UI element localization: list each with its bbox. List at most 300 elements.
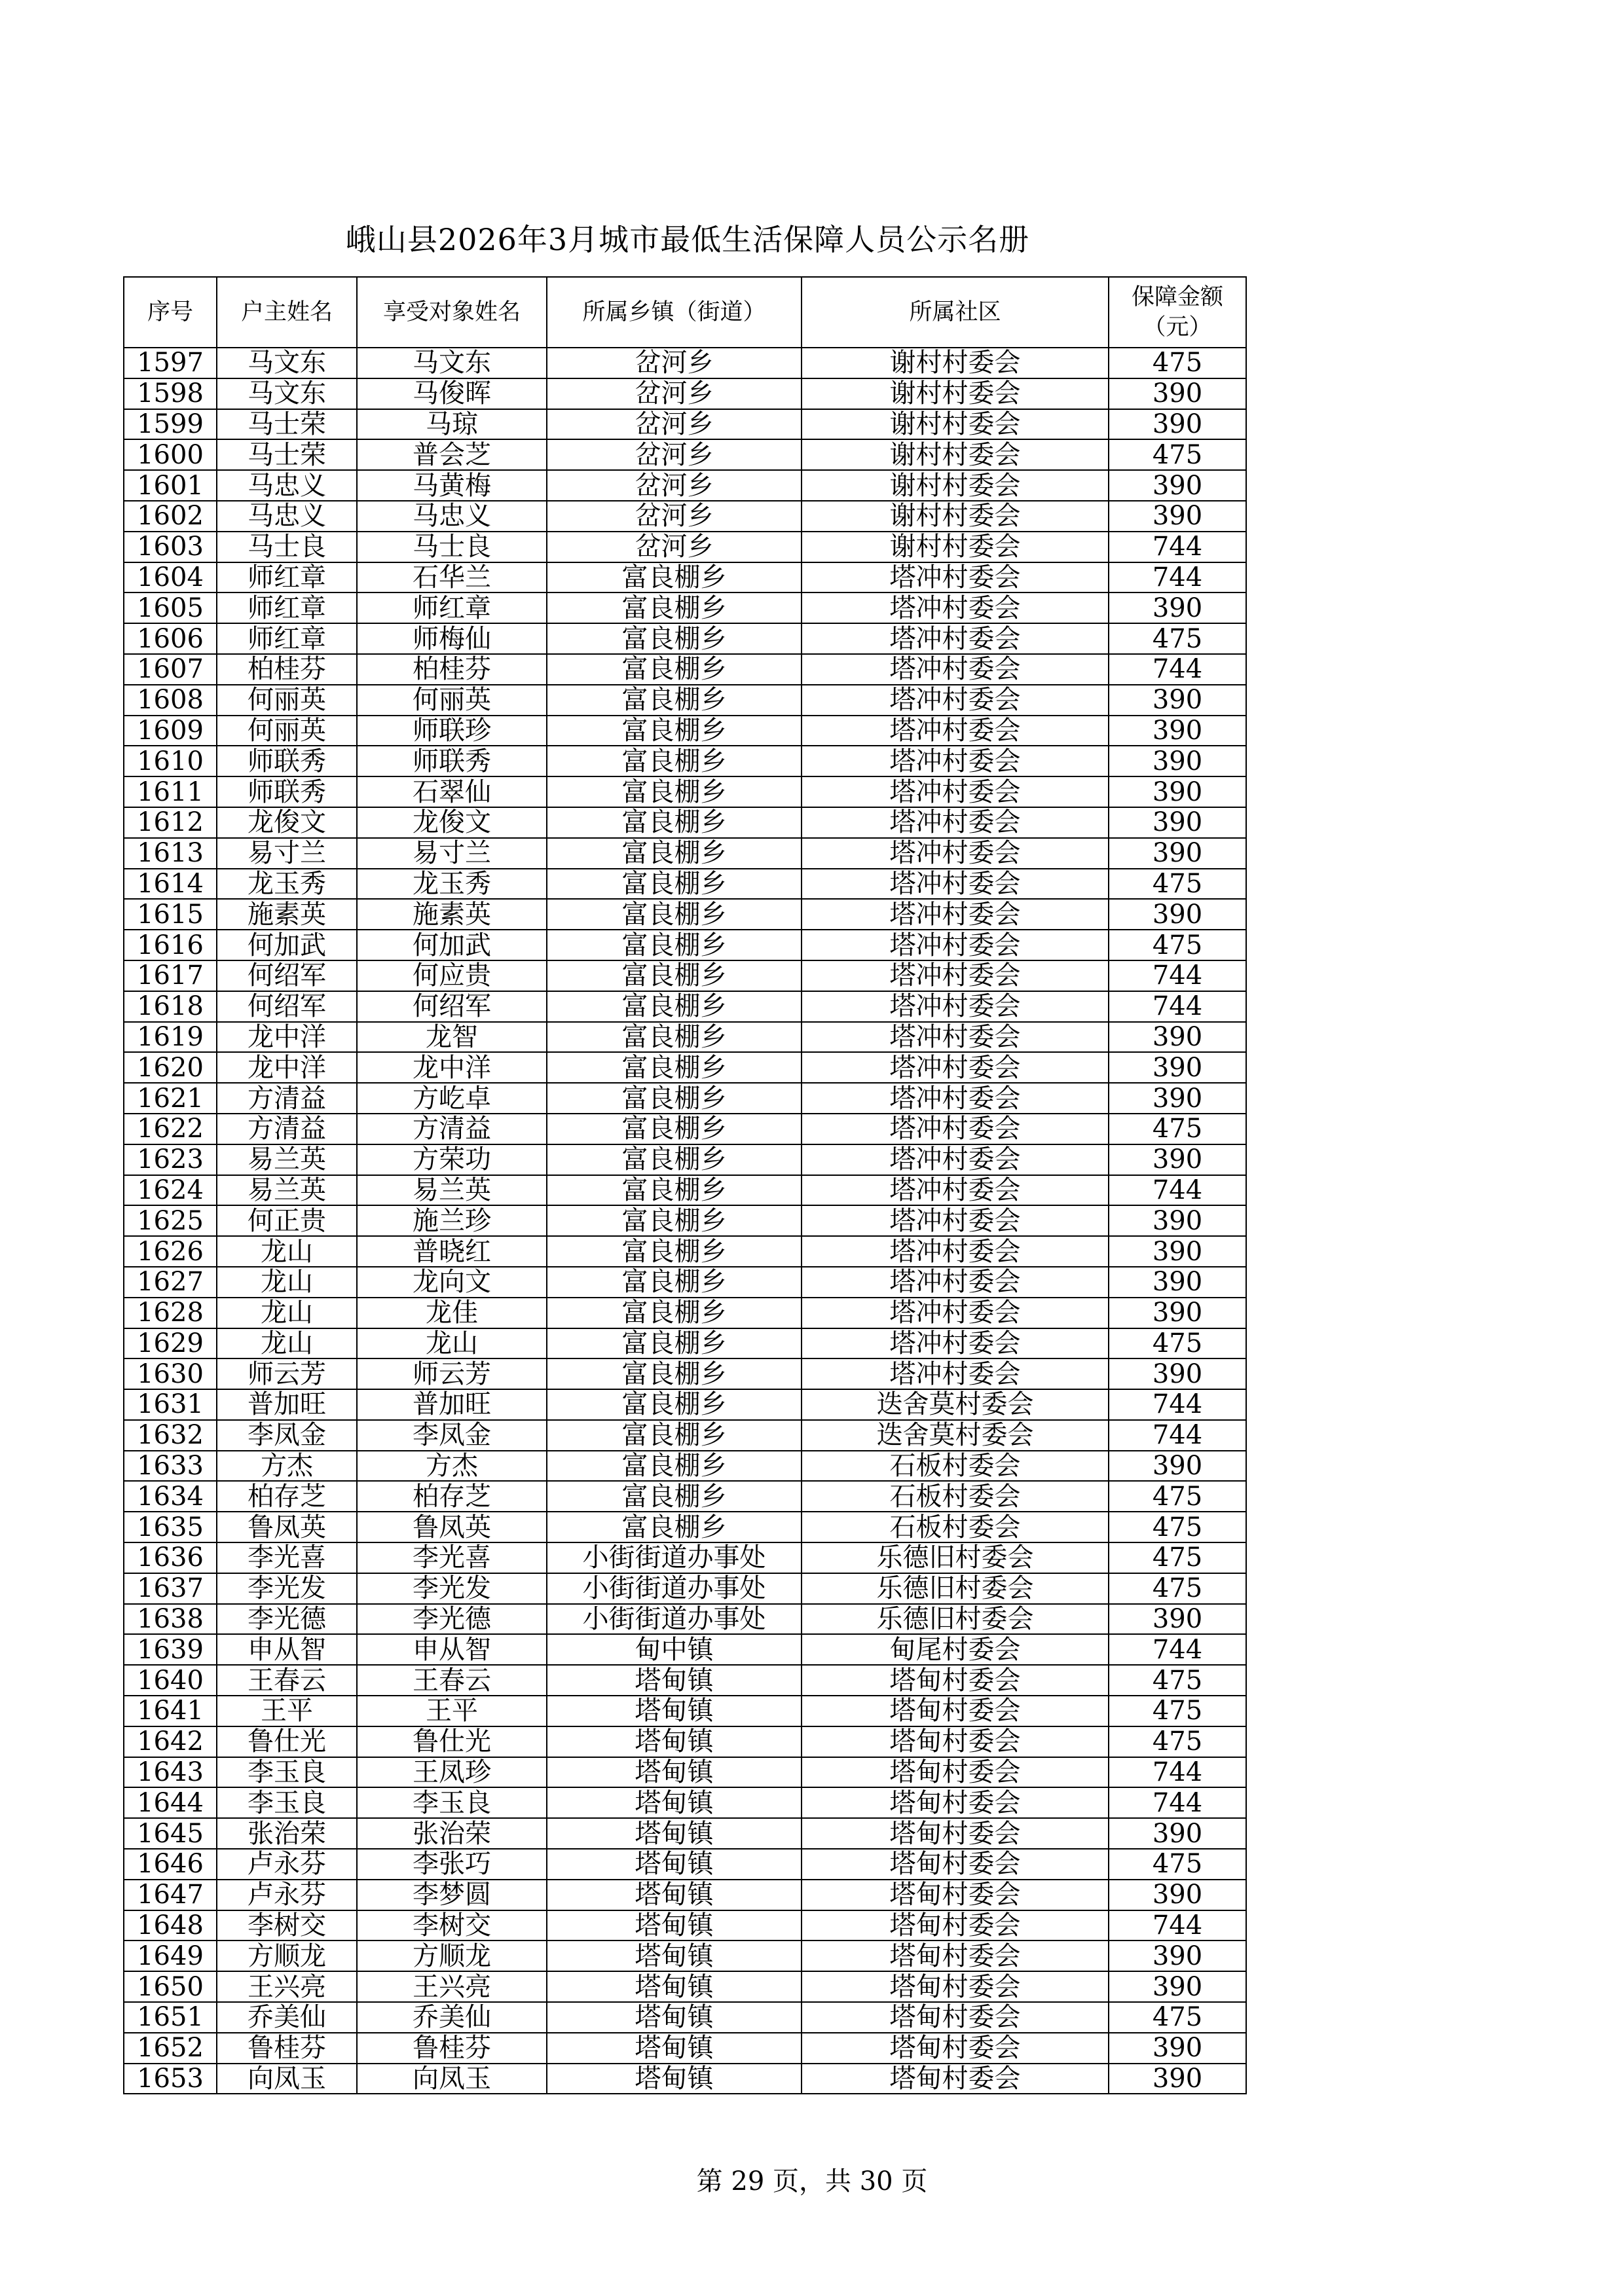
cell-community: 塔冲村委会: [802, 562, 1109, 593]
cell-township: 甸中镇: [547, 1634, 802, 1665]
cell-beneficiary-name: 龙向文: [357, 1267, 547, 1298]
cell-township: 富良棚乡: [547, 1420, 802, 1451]
cell-beneficiary-name: 马忠义: [357, 501, 547, 532]
cell-amount: 390: [1109, 1236, 1246, 1267]
cell-township: 富良棚乡: [547, 1022, 802, 1053]
cell-township: 岔河乡: [547, 501, 802, 532]
cell-community: 塔冲村委会: [802, 991, 1109, 1022]
cell-community: 塔冲村委会: [802, 807, 1109, 838]
cell-community: 乐德旧村委会: [802, 1573, 1109, 1604]
cell-row-index: 1624: [124, 1175, 217, 1206]
cell-amount: 390: [1109, 470, 1246, 501]
cell-row-index: 1648: [124, 1910, 217, 1941]
cell-amount: 744: [1109, 1787, 1246, 1818]
cell-community: 塔甸村委会: [802, 1910, 1109, 1941]
cell-householder-name: 张治荣: [217, 1818, 357, 1849]
cell-community: 塔冲村委会: [802, 930, 1109, 960]
cell-community: 塔冲村委会: [802, 1205, 1109, 1236]
cell-community: 乐德旧村委会: [802, 1604, 1109, 1635]
cell-community: 塔冲村委会: [802, 869, 1109, 900]
cell-row-index: 1631: [124, 1389, 217, 1420]
cell-amount: 744: [1109, 562, 1246, 593]
cell-householder-name: 李光德: [217, 1604, 357, 1635]
cell-householder-name: 方清益: [217, 1083, 357, 1114]
cell-amount: 390: [1109, 1818, 1246, 1849]
cell-township: 富良棚乡: [547, 1298, 802, 1328]
cell-amount: 744: [1109, 1175, 1246, 1206]
table-row: [124, 1298, 1246, 1328]
cell-amount: 744: [1109, 991, 1246, 1022]
table-row: [124, 2002, 1246, 2033]
cell-row-index: 1629: [124, 1328, 217, 1359]
cell-row-index: 1614: [124, 869, 217, 900]
cell-township: 富良棚乡: [547, 807, 802, 838]
cell-beneficiary-name: 王凤珍: [357, 1757, 547, 1788]
table-row: [124, 1389, 1246, 1420]
cell-amount: 390: [1109, 378, 1246, 409]
cell-beneficiary-name: 李光喜: [357, 1542, 547, 1573]
cell-householder-name: 马士荣: [217, 439, 357, 470]
cell-householder-name: 卢永芬: [217, 1849, 357, 1880]
table-row: [124, 1787, 1246, 1818]
cell-township: 塔甸镇: [547, 1726, 802, 1757]
cell-beneficiary-name: 龙中洋: [357, 1052, 547, 1083]
cell-householder-name: 龙山: [217, 1236, 357, 1267]
cell-row-index: 1606: [124, 623, 217, 654]
cell-householder-name: 马忠义: [217, 501, 357, 532]
cell-township: 塔甸镇: [547, 2002, 802, 2033]
footer-suffix: 页: [901, 2166, 928, 2196]
cell-householder-name: 何正贵: [217, 1205, 357, 1236]
cell-householder-name: 龙俊文: [217, 807, 357, 838]
cell-householder-name: 龙中洋: [217, 1022, 357, 1053]
column-header-index: 序号: [124, 277, 217, 348]
cell-community: 塔甸村委会: [802, 2064, 1109, 2094]
cell-householder-name: 王平: [217, 1696, 357, 1726]
cell-community: 塔冲村委会: [802, 592, 1109, 623]
cell-row-index: 1630: [124, 1358, 217, 1389]
cell-beneficiary-name: 李树交: [357, 1910, 547, 1941]
cell-community: 甸尾村委会: [802, 1634, 1109, 1665]
table-row: [124, 592, 1246, 623]
table-row: [124, 623, 1246, 654]
cell-row-index: 1622: [124, 1114, 217, 1144]
table-row: [124, 1849, 1246, 1880]
cell-amount: 744: [1109, 1634, 1246, 1665]
cell-township: 塔甸镇: [547, 1787, 802, 1818]
cell-community: 塔冲村委会: [802, 1144, 1109, 1175]
cell-township: 岔河乡: [547, 470, 802, 501]
table-row: [124, 1175, 1246, 1206]
cell-amount: 390: [1109, 2064, 1246, 2094]
table-row: [124, 2033, 1246, 2064]
cell-householder-name: 易兰英: [217, 1144, 357, 1175]
cell-householder-name: 鲁仕光: [217, 1726, 357, 1757]
cell-township: 塔甸镇: [547, 1696, 802, 1726]
table-row: [124, 378, 1246, 409]
cell-amount: 390: [1109, 807, 1246, 838]
cell-beneficiary-name: 施素英: [357, 899, 547, 930]
cell-beneficiary-name: 石华兰: [357, 562, 547, 593]
cell-amount: 390: [1109, 838, 1246, 869]
cell-amount: 390: [1109, 716, 1246, 746]
cell-row-index: 1633: [124, 1451, 217, 1482]
cell-beneficiary-name: 马文东: [357, 348, 547, 378]
cell-township: 塔甸镇: [547, 1849, 802, 1880]
cell-community: 塔冲村委会: [802, 960, 1109, 991]
cell-amount: 390: [1109, 1052, 1246, 1083]
cell-amount: 390: [1109, 1298, 1246, 1328]
cell-community: 塔冲村委会: [802, 746, 1109, 776]
cell-township: 富良棚乡: [547, 592, 802, 623]
cell-householder-name: 李玉良: [217, 1757, 357, 1788]
cell-householder-name: 方杰: [217, 1451, 357, 1482]
table-row: [124, 1144, 1246, 1175]
cell-community: 石板村委会: [802, 1512, 1109, 1542]
cell-community: 谢村村委会: [802, 378, 1109, 409]
cell-township: 塔甸镇: [547, 1665, 802, 1696]
cell-beneficiary-name: 马俊晖: [357, 378, 547, 409]
cell-row-index: 1641: [124, 1696, 217, 1726]
cell-township: 富良棚乡: [547, 1052, 802, 1083]
cell-householder-name: 李凤金: [217, 1420, 357, 1451]
cell-householder-name: 向凤玉: [217, 2064, 357, 2094]
cell-beneficiary-name: 王春云: [357, 1665, 547, 1696]
cell-township: 富良棚乡: [547, 991, 802, 1022]
cell-householder-name: 方清益: [217, 1114, 357, 1144]
cell-amount: 744: [1109, 1910, 1246, 1941]
cell-amount: 475: [1109, 439, 1246, 470]
cell-householder-name: 李光喜: [217, 1542, 357, 1573]
cell-row-index: 1609: [124, 716, 217, 746]
cell-community: 塔甸村委会: [802, 1665, 1109, 1696]
table-row: [124, 1818, 1246, 1849]
cell-row-index: 1604: [124, 562, 217, 593]
cell-township: 富良棚乡: [547, 1481, 802, 1512]
cell-amount: 390: [1109, 1358, 1246, 1389]
cell-beneficiary-name: 李光德: [357, 1604, 547, 1635]
cell-township: 富良棚乡: [547, 1267, 802, 1298]
page-footer: [0, 2160, 1624, 2198]
cell-beneficiary-name: 易兰英: [357, 1175, 547, 1206]
column-header-householder: 户主姓名: [217, 277, 357, 348]
cell-row-index: 1600: [124, 439, 217, 470]
cell-householder-name: 何丽英: [217, 685, 357, 716]
cell-beneficiary-name: 马琼: [357, 409, 547, 440]
cell-beneficiary-name: 申从智: [357, 1634, 547, 1665]
cell-township: 塔甸镇: [547, 2033, 802, 2064]
cell-amount: 475: [1109, 930, 1246, 960]
column-header-amount: 保障金额 （元）: [1109, 277, 1246, 348]
cell-community: 塔甸村委会: [802, 1787, 1109, 1818]
cell-householder-name: 申从智: [217, 1634, 357, 1665]
cell-township: 富良棚乡: [547, 930, 802, 960]
table-row: [124, 838, 1246, 869]
cell-township: 富良棚乡: [547, 1328, 802, 1359]
cell-row-index: 1613: [124, 838, 217, 869]
table-row: [124, 1941, 1246, 1971]
table-row: [124, 1328, 1246, 1359]
cell-amount: 390: [1109, 1022, 1246, 1053]
cell-beneficiary-name: 龙山: [357, 1328, 547, 1359]
cell-householder-name: 师联秀: [217, 776, 357, 807]
table-row: [124, 1726, 1246, 1757]
cell-householder-name: 普加旺: [217, 1389, 357, 1420]
cell-householder-name: 李光发: [217, 1573, 357, 1604]
cell-householder-name: 龙玉秀: [217, 869, 357, 900]
cell-amount: 475: [1109, 1573, 1246, 1604]
table-row: [124, 991, 1246, 1022]
cell-beneficiary-name: 师云芳: [357, 1358, 547, 1389]
cell-beneficiary-name: 师联珍: [357, 716, 547, 746]
cell-householder-name: 李玉良: [217, 1787, 357, 1818]
cell-beneficiary-name: 柏存芝: [357, 1481, 547, 1512]
cell-householder-name: 师红章: [217, 623, 357, 654]
cell-township: 富良棚乡: [547, 562, 802, 593]
table-row: [124, 1696, 1246, 1726]
cell-community: 塔冲村委会: [802, 654, 1109, 685]
cell-amount: 390: [1109, 1941, 1246, 1971]
cell-beneficiary-name: 向凤玉: [357, 2064, 547, 2094]
table-row: [124, 746, 1246, 776]
cell-township: 岔河乡: [547, 532, 802, 562]
cell-row-index: 1615: [124, 899, 217, 930]
cell-township: 塔甸镇: [547, 1941, 802, 1971]
cell-amount: 744: [1109, 532, 1246, 562]
cell-community: 塔甸村委会: [802, 1880, 1109, 1910]
cell-beneficiary-name: 何绍军: [357, 991, 547, 1022]
cell-amount: 744: [1109, 1757, 1246, 1788]
cell-row-index: 1619: [124, 1022, 217, 1053]
cell-row-index: 1647: [124, 1880, 217, 1910]
cell-township: 富良棚乡: [547, 1175, 802, 1206]
cell-row-index: 1627: [124, 1267, 217, 1298]
cell-beneficiary-name: 易寸兰: [357, 838, 547, 869]
cell-amount: 475: [1109, 1481, 1246, 1512]
cell-beneficiary-name: 龙智: [357, 1022, 547, 1053]
cell-township: 小街街道办事处: [547, 1542, 802, 1573]
cell-row-index: 1650: [124, 1971, 217, 2002]
table-row: [124, 899, 1246, 930]
cell-community: 谢村村委会: [802, 348, 1109, 378]
cell-beneficiary-name: 马士良: [357, 532, 547, 562]
cell-beneficiary-name: 方清益: [357, 1114, 547, 1144]
cell-community: 塔甸村委会: [802, 1757, 1109, 1788]
table-row: [124, 685, 1246, 716]
cell-row-index: 1645: [124, 1818, 217, 1849]
cell-community: 塔冲村委会: [802, 1358, 1109, 1389]
cell-householder-name: 卢永芬: [217, 1880, 357, 1910]
cell-township: 岔河乡: [547, 348, 802, 378]
cell-township: 富良棚乡: [547, 1114, 802, 1144]
table-row: [124, 654, 1246, 685]
cell-township: 富良棚乡: [547, 1236, 802, 1267]
cell-amount: 390: [1109, 1267, 1246, 1298]
cell-community: 塔甸村委会: [802, 1849, 1109, 1880]
cell-householder-name: 师红章: [217, 562, 357, 593]
table-row: [124, 1910, 1246, 1941]
cell-beneficiary-name: 何应贵: [357, 960, 547, 991]
table-row: [124, 1358, 1246, 1389]
table-header-row: [124, 277, 1246, 348]
cell-township: 富良棚乡: [547, 716, 802, 746]
cell-row-index: 1638: [124, 1604, 217, 1635]
cell-community: 谢村村委会: [802, 409, 1109, 440]
cell-beneficiary-name: 施兰珍: [357, 1205, 547, 1236]
cell-row-index: 1653: [124, 2064, 217, 2094]
cell-householder-name: 马士良: [217, 532, 357, 562]
cell-row-index: 1642: [124, 1726, 217, 1757]
cell-amount: 475: [1109, 1512, 1246, 1542]
cell-community: 塔冲村委会: [802, 1083, 1109, 1114]
cell-householder-name: 师红章: [217, 592, 357, 623]
cell-beneficiary-name: 师红章: [357, 592, 547, 623]
cell-row-index: 1643: [124, 1757, 217, 1788]
table-row: [124, 348, 1246, 378]
table-row: [124, 1665, 1246, 1696]
footer-total-pages: 30: [859, 2166, 893, 2196]
table-row: [124, 869, 1246, 900]
cell-community: 乐德旧村委会: [802, 1542, 1109, 1573]
cell-beneficiary-name: 普会芝: [357, 439, 547, 470]
table-row: [124, 960, 1246, 991]
table-row: [124, 716, 1246, 746]
cell-beneficiary-name: 李玉良: [357, 1787, 547, 1818]
cell-householder-name: 马文东: [217, 378, 357, 409]
cell-amount: 475: [1109, 1849, 1246, 1880]
cell-township: 富良棚乡: [547, 685, 802, 716]
cell-householder-name: 龙山: [217, 1298, 357, 1328]
cell-township: 塔甸镇: [547, 1971, 802, 2002]
cell-community: 谢村村委会: [802, 501, 1109, 532]
cell-householder-name: 方顺龙: [217, 1941, 357, 1971]
cell-beneficiary-name: 龙玉秀: [357, 869, 547, 900]
roster-table: [123, 276, 1247, 2094]
cell-amount: 475: [1109, 1665, 1246, 1696]
cell-amount: 390: [1109, 1205, 1246, 1236]
cell-row-index: 1608: [124, 685, 217, 716]
cell-amount: 390: [1109, 2033, 1246, 2064]
cell-township: 岔河乡: [547, 439, 802, 470]
table-row: [124, 1880, 1246, 1910]
table-row: [124, 1267, 1246, 1298]
cell-township: 富良棚乡: [547, 654, 802, 685]
table-row: [124, 1604, 1246, 1635]
table-row: [124, 1114, 1246, 1144]
cell-row-index: 1603: [124, 532, 217, 562]
cell-row-index: 1652: [124, 2033, 217, 2064]
table-row: [124, 562, 1246, 593]
cell-beneficiary-name: 李张巧: [357, 1849, 547, 1880]
cell-beneficiary-name: 龙俊文: [357, 807, 547, 838]
cell-amount: 390: [1109, 592, 1246, 623]
cell-amount: 390: [1109, 685, 1246, 716]
cell-community: 迭舍莫村委会: [802, 1389, 1109, 1420]
cell-community: 塔冲村委会: [802, 1328, 1109, 1359]
cell-community: 塔甸村委会: [802, 1696, 1109, 1726]
cell-township: 塔甸镇: [547, 1818, 802, 1849]
cell-householder-name: 马忠义: [217, 470, 357, 501]
cell-householder-name: 柏桂芬: [217, 654, 357, 685]
cell-township: 富良棚乡: [547, 1205, 802, 1236]
cell-householder-name: 龙山: [217, 1328, 357, 1359]
cell-community: 塔冲村委会: [802, 776, 1109, 807]
cell-householder-name: 李树交: [217, 1910, 357, 1941]
cell-row-index: 1597: [124, 348, 217, 378]
cell-community: 塔冲村委会: [802, 1175, 1109, 1206]
cell-community: 塔冲村委会: [802, 685, 1109, 716]
cell-row-index: 1602: [124, 501, 217, 532]
cell-row-index: 1634: [124, 1481, 217, 1512]
cell-township: 富良棚乡: [547, 746, 802, 776]
cell-householder-name: 何绍军: [217, 960, 357, 991]
cell-beneficiary-name: 马黄梅: [357, 470, 547, 501]
cell-township: 富良棚乡: [547, 776, 802, 807]
cell-row-index: 1623: [124, 1144, 217, 1175]
cell-amount: 390: [1109, 409, 1246, 440]
cell-township: 富良棚乡: [547, 1451, 802, 1482]
table-row: [124, 807, 1246, 838]
cell-row-index: 1651: [124, 2002, 217, 2033]
cell-row-index: 1626: [124, 1236, 217, 1267]
cell-householder-name: 何绍军: [217, 991, 357, 1022]
cell-beneficiary-name: 李光发: [357, 1573, 547, 1604]
cell-amount: 390: [1109, 1451, 1246, 1482]
cell-township: 富良棚乡: [547, 1144, 802, 1175]
cell-township: 岔河乡: [547, 409, 802, 440]
footer-middle: 页，共: [773, 2166, 851, 2196]
cell-amount: 390: [1109, 1604, 1246, 1635]
cell-householder-name: 师云芳: [217, 1358, 357, 1389]
cell-beneficiary-name: 李梦圆: [357, 1880, 547, 1910]
cell-row-index: 1649: [124, 1941, 217, 1971]
cell-amount: 475: [1109, 1726, 1246, 1757]
cell-beneficiary-name: 师联秀: [357, 746, 547, 776]
cell-beneficiary-name: 方荣功: [357, 1144, 547, 1175]
column-header-township: 所属乡镇（街道）: [547, 277, 802, 348]
cell-community: 塔冲村委会: [802, 1022, 1109, 1053]
cell-amount: 390: [1109, 1144, 1246, 1175]
cell-community: 塔冲村委会: [802, 1298, 1109, 1328]
table-row: [124, 1205, 1246, 1236]
cell-amount: 390: [1109, 899, 1246, 930]
table-row: [124, 1083, 1246, 1114]
cell-community: 塔冲村委会: [802, 1267, 1109, 1298]
table-row: [124, 1420, 1246, 1451]
cell-township: 富良棚乡: [547, 1358, 802, 1389]
table-row: [124, 1481, 1246, 1512]
cell-householder-name: 柏存芝: [217, 1481, 357, 1512]
cell-beneficiary-name: 何加武: [357, 930, 547, 960]
cell-township: 塔甸镇: [547, 1880, 802, 1910]
table-row: [124, 1451, 1246, 1482]
cell-beneficiary-name: 柏桂芬: [357, 654, 547, 685]
table-row: [124, 470, 1246, 501]
table-row: [124, 930, 1246, 960]
cell-row-index: 1618: [124, 991, 217, 1022]
cell-community: 塔冲村委会: [802, 1236, 1109, 1267]
cell-householder-name: 龙山: [217, 1267, 357, 1298]
cell-community: 塔甸村委会: [802, 1726, 1109, 1757]
cell-township: 富良棚乡: [547, 899, 802, 930]
cell-row-index: 1605: [124, 592, 217, 623]
cell-householder-name: 乔美仙: [217, 2002, 357, 2033]
cell-community: 塔冲村委会: [802, 838, 1109, 869]
cell-row-index: 1599: [124, 409, 217, 440]
cell-amount: 744: [1109, 960, 1246, 991]
cell-community: 迭舍莫村委会: [802, 1420, 1109, 1451]
cell-community: 塔甸村委会: [802, 1971, 1109, 2002]
